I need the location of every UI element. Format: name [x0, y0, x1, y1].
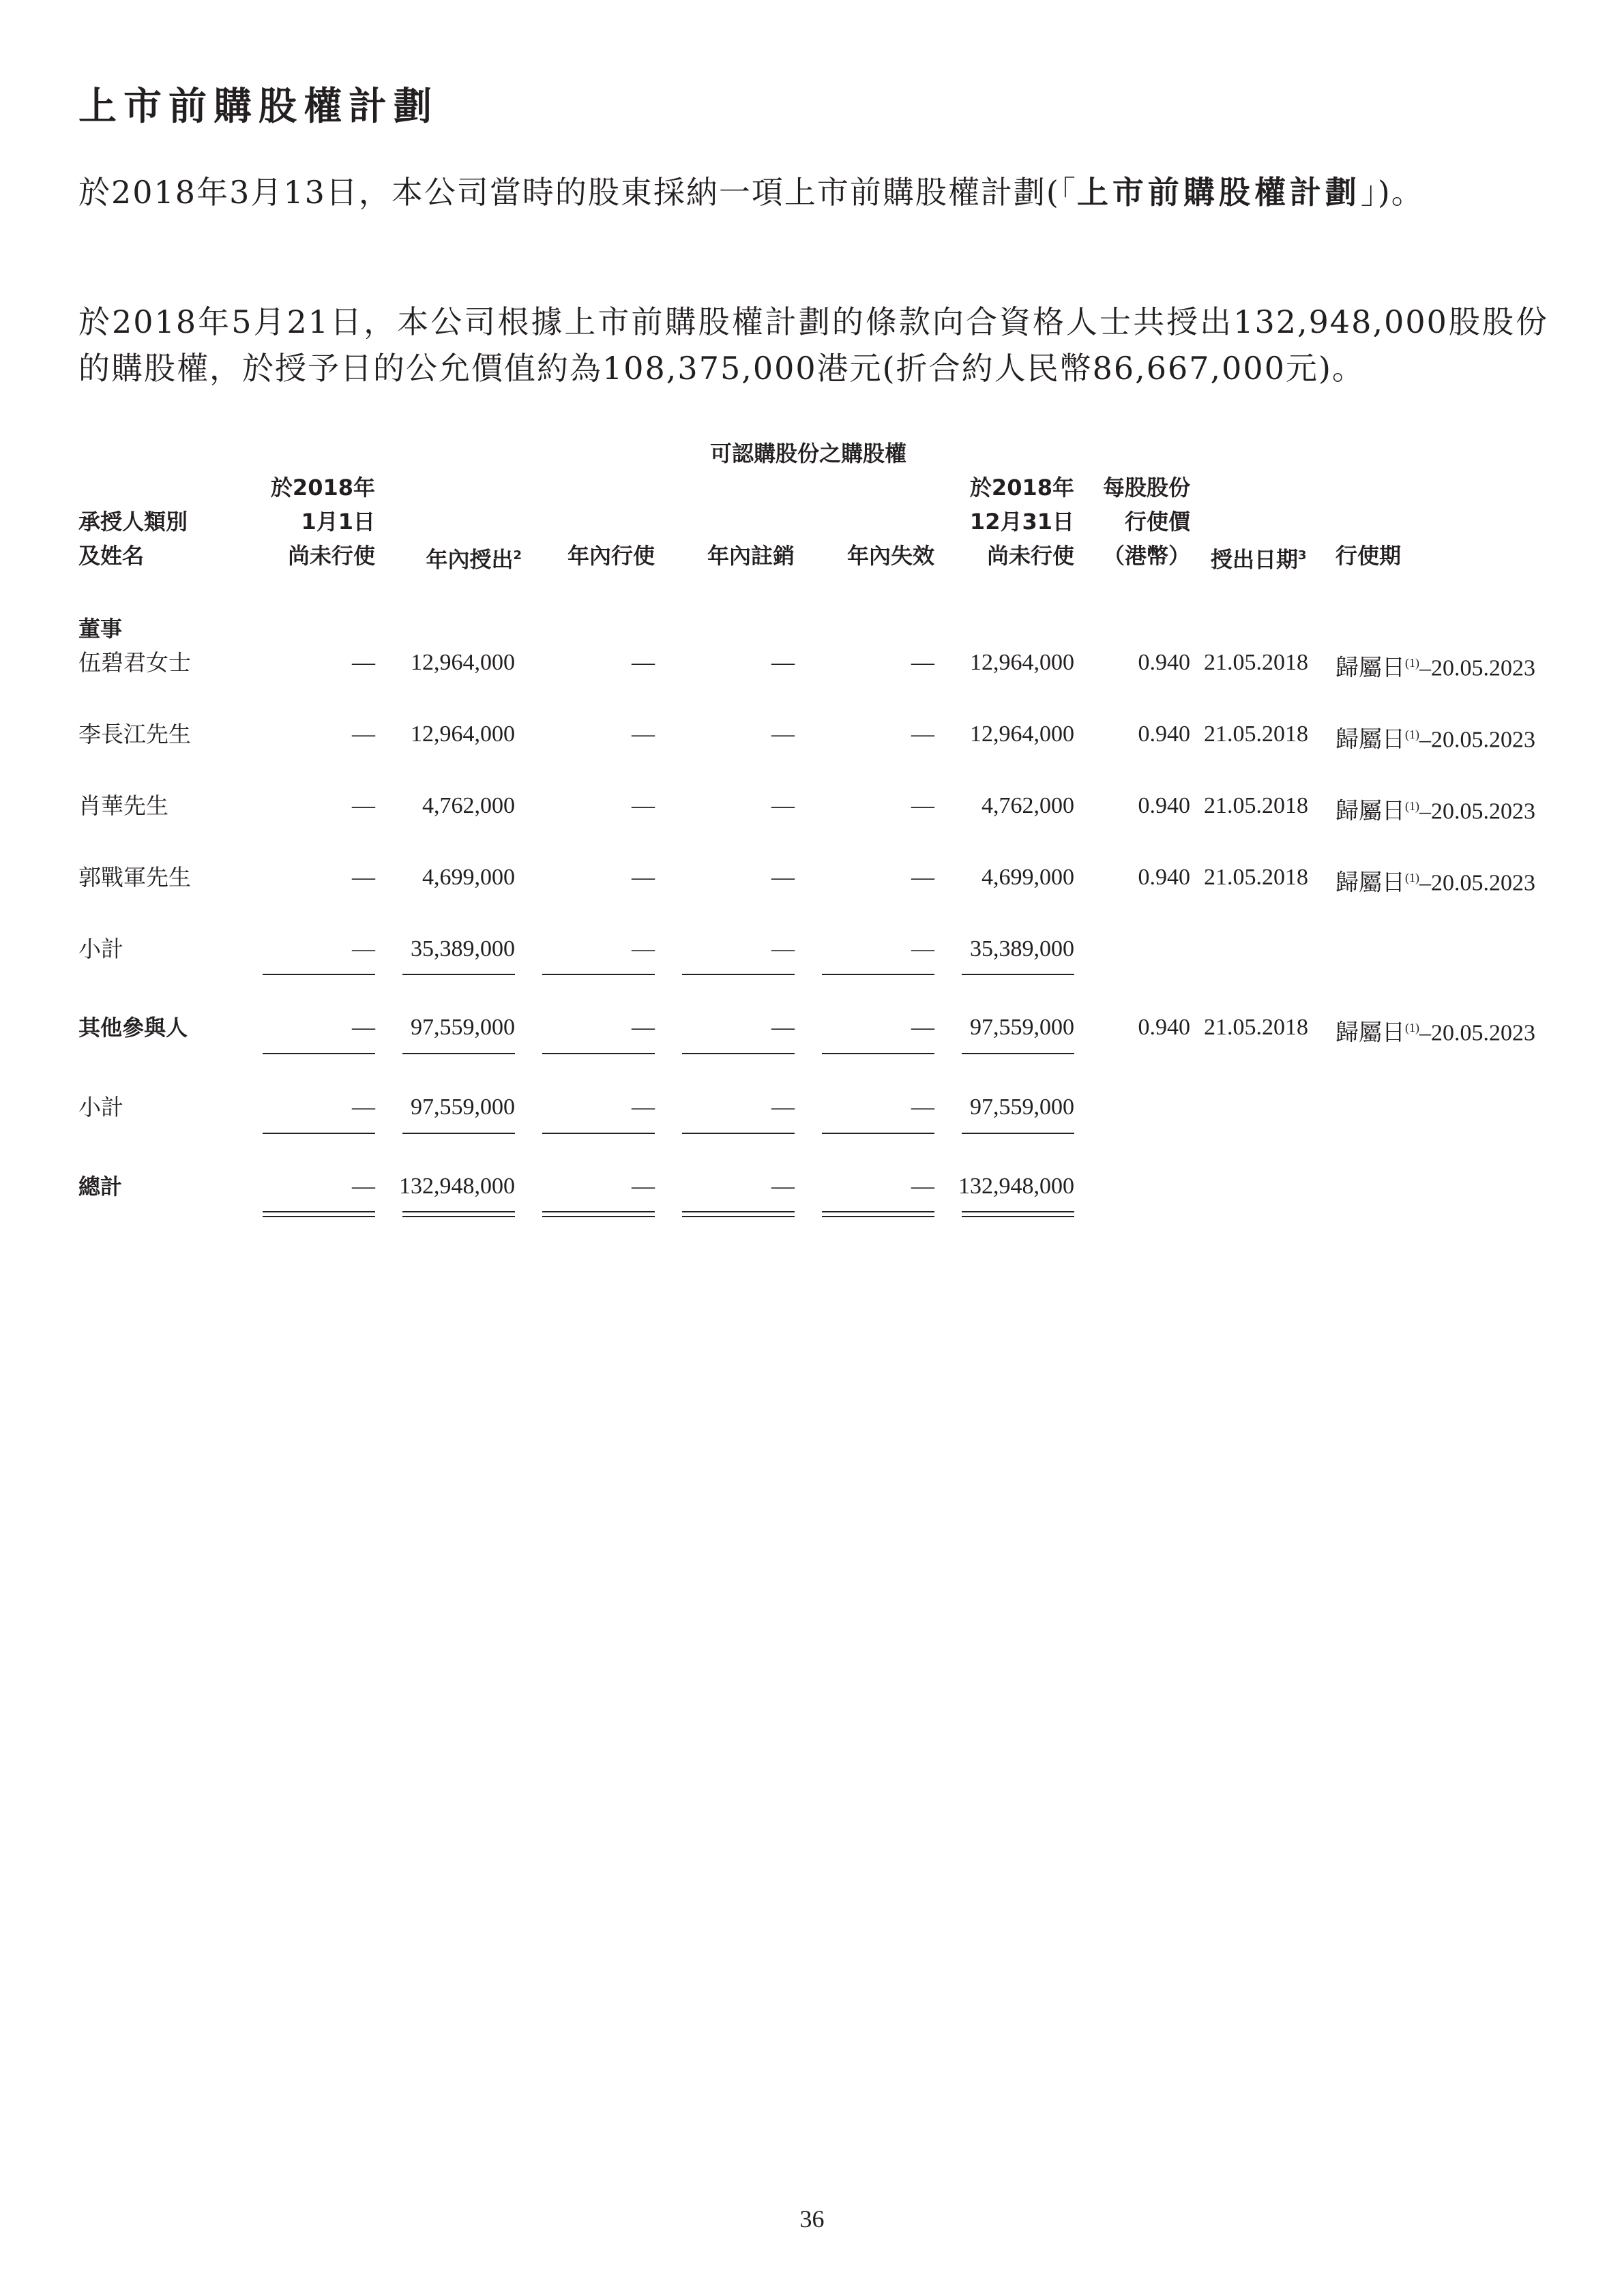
header-closing [941, 471, 1074, 573]
row-grant-date: 21.05.2018 [1204, 793, 1308, 818]
row-opening: — [352, 721, 375, 747]
rule-others-opening [263, 1053, 375, 1054]
header-grant-date [1211, 539, 1307, 577]
row-granted: 12,964,000 [411, 721, 515, 747]
row-closing: 35,389,000 [970, 936, 1074, 961]
header-grantee-line2: 及姓名 [78, 543, 145, 569]
row-granted: 132,948,000 [399, 1174, 515, 1199]
row-opening: — [352, 1174, 375, 1199]
row-closing: 132,948,000 [958, 1174, 1074, 1199]
row-granted: 35,389,000 [411, 936, 515, 961]
row-period-note: (1) [1405, 871, 1419, 884]
header-closing-line3: 尚未行使 [986, 543, 1074, 569]
row-name: 其他參與人 [78, 1015, 188, 1041]
row-name: 小計 [78, 1094, 123, 1120]
rule-subtotal1-closing [962, 974, 1074, 975]
row-period [1335, 1013, 1535, 1048]
row-price: 0.940 [1138, 865, 1190, 890]
header-opening-line2: 1月1日 [301, 509, 375, 535]
header-opening-line3: 尚未行使 [287, 543, 375, 569]
row-period-note: (1) [1405, 1021, 1419, 1034]
rule-total-granted [402, 1211, 515, 1217]
row-price: 0.940 [1138, 793, 1190, 818]
rule-subtotal2-lapsed [822, 1133, 934, 1134]
para1-text-before: 於2018年3月13日，本公司當時的股東採納一項上市前購股權計劃(「 [78, 174, 1077, 211]
rule-total-cancelled [682, 1211, 795, 1217]
row-lapsed: — [911, 793, 934, 818]
rule-subtotal2-closing [962, 1133, 1074, 1134]
row-grant-date: 21.05.2018 [1204, 1015, 1308, 1040]
rule-subtotal1-granted [402, 974, 515, 975]
header-granted-label: 年內授出 [426, 546, 514, 573]
header-period: 行使期 [1335, 543, 1402, 569]
row-period-prefix: 歸屬日 [1335, 870, 1405, 896]
rule-subtotal2-exercised [542, 1133, 655, 1134]
row-exercised: — [632, 1094, 655, 1120]
rule-subtotal1-opening [263, 974, 375, 975]
header-granted [389, 539, 522, 577]
header-opening-line1: 於2018年 [270, 475, 375, 501]
rule-others-closing [962, 1053, 1074, 1054]
rule-others-exercised [542, 1053, 655, 1054]
row-period [1335, 863, 1535, 898]
row-period-note: (1) [1405, 728, 1419, 741]
row-exercised: — [632, 1174, 655, 1199]
rule-total-lapsed [822, 1211, 934, 1217]
rule-subtotal1-exercised [542, 974, 655, 975]
row-period-prefix: 歸屬日 [1335, 799, 1405, 824]
header-group-options: 可認購股份之購股權 [709, 441, 906, 466]
row-price: 0.940 [1138, 650, 1190, 675]
row-period [1335, 719, 1535, 755]
para1-defined-term: 上市前購股權計劃 [1076, 174, 1361, 211]
row-closing: 4,699,000 [981, 865, 1074, 890]
header-closing-line1: 於2018年 [969, 475, 1074, 501]
header-lapsed: 年內失效 [846, 543, 934, 569]
rule-others-cancelled [682, 1053, 795, 1054]
row-cancelled: — [771, 793, 795, 818]
row-cancelled: — [771, 1094, 795, 1120]
row-closing: 97,559,000 [970, 1094, 1074, 1120]
header-grantee [78, 505, 188, 573]
page-number: 36 [799, 2205, 825, 2233]
row-exercised: — [632, 1015, 655, 1040]
page-title: 上市前購股權計劃 [78, 85, 439, 129]
row-closing: 12,964,000 [970, 650, 1074, 675]
row-period-suffix: –20.05.2023 [1419, 799, 1535, 824]
header-opening [232, 471, 375, 573]
header-grantee-line1: 承授人類別 [78, 509, 188, 535]
row-granted: 4,699,000 [422, 865, 515, 890]
row-name: 李長江先生 [78, 721, 191, 747]
header-price-line1: 每股股份 [1102, 475, 1190, 501]
header-closing-line2: 12月31日 [969, 509, 1074, 535]
row-exercised: — [632, 793, 655, 818]
row-lapsed: — [911, 1094, 934, 1120]
row-grant-date: 21.05.2018 [1204, 650, 1308, 675]
header-granted-note: 2 [513, 548, 522, 563]
row-grant-date: 21.05.2018 [1204, 721, 1308, 747]
row-period-suffix: –20.05.2023 [1419, 870, 1535, 896]
rule-subtotal2-opening [263, 1133, 375, 1134]
row-lapsed: — [911, 650, 934, 675]
row-period [1335, 791, 1535, 826]
row-opening: — [352, 1015, 375, 1040]
header-price-line2: 行使價 [1124, 509, 1190, 535]
row-exercised: — [632, 936, 655, 961]
row-period-note: (1) [1405, 799, 1419, 813]
header-price-line3: （港幣） [1102, 543, 1190, 569]
row-lapsed: — [911, 936, 934, 961]
row-opening: — [352, 865, 375, 890]
row-closing: 4,762,000 [981, 793, 1074, 818]
paragraph-adoption [78, 169, 1548, 215]
para1-text-after: 」)。 [1360, 174, 1424, 211]
row-closing: 97,559,000 [970, 1015, 1074, 1040]
rule-total-closing [962, 1211, 1074, 1217]
row-name: 郭戰軍先生 [78, 864, 191, 891]
header-grant-date-note: 3 [1298, 548, 1307, 563]
header-exercised: 年內行使 [567, 543, 655, 569]
rule-total-exercised [542, 1211, 655, 1217]
rule-subtotal1-lapsed [822, 974, 934, 975]
row-price: 0.940 [1138, 1015, 1190, 1040]
row-name: 肖華先生 [78, 792, 168, 819]
row-granted: 12,964,000 [411, 650, 515, 675]
row-cancelled: — [771, 865, 795, 890]
row-cancelled: — [771, 1174, 795, 1199]
row-opening: — [352, 936, 375, 961]
row-lapsed: — [911, 865, 934, 890]
rule-others-granted [402, 1053, 515, 1054]
header-cancelled: 年內註銷 [707, 543, 795, 569]
row-period-prefix: 歸屬日 [1335, 655, 1405, 681]
section-directors: 董事 [78, 616, 123, 642]
row-closing: 12,964,000 [970, 721, 1074, 747]
rule-subtotal1-cancelled [682, 974, 795, 975]
row-cancelled: — [771, 650, 795, 675]
row-name: 總計 [78, 1174, 123, 1199]
rule-total-opening [263, 1211, 375, 1217]
row-exercised: — [632, 865, 655, 890]
row-period-note: (1) [1405, 656, 1419, 670]
header-price [1078, 471, 1190, 573]
row-name: 小計 [78, 936, 123, 962]
row-period-prefix: 歸屬日 [1335, 727, 1405, 753]
row-opening: — [352, 793, 375, 818]
paragraph-grant: 於2018年5月21日，本公司根據上市前購股權計劃的條款向合資格人士共授出132,948,000股股份的購股權，於授予日的公允價值約為108,375,000港元(折合約人民幣86,667,000元)。 [78, 303, 1548, 387]
row-lapsed: — [911, 1015, 934, 1040]
row-exercised: — [632, 721, 655, 747]
row-lapsed: — [911, 721, 934, 747]
rule-others-lapsed [822, 1053, 934, 1054]
row-name: 伍碧君女士 [78, 649, 191, 676]
row-cancelled: — [771, 721, 795, 747]
row-granted: 97,559,000 [411, 1094, 515, 1120]
rule-subtotal2-granted [402, 1133, 515, 1134]
row-opening: — [352, 650, 375, 675]
row-exercised: — [632, 650, 655, 675]
row-opening: — [352, 1094, 375, 1120]
row-period-suffix: –20.05.2023 [1419, 1020, 1535, 1046]
row-period-suffix: –20.05.2023 [1419, 727, 1535, 753]
row-cancelled: — [771, 936, 795, 961]
row-period [1335, 648, 1535, 683]
row-period-suffix: –20.05.2023 [1419, 655, 1535, 681]
rule-subtotal2-cancelled [682, 1133, 795, 1134]
row-cancelled: — [771, 1015, 795, 1040]
row-granted: 97,559,000 [411, 1015, 515, 1040]
row-price: 0.940 [1138, 721, 1190, 747]
row-granted: 4,762,000 [422, 793, 515, 818]
header-grant-date-label: 授出日期 [1211, 546, 1299, 573]
row-period-prefix: 歸屬日 [1335, 1020, 1405, 1046]
row-grant-date: 21.05.2018 [1204, 865, 1308, 890]
row-lapsed: — [911, 1174, 934, 1199]
